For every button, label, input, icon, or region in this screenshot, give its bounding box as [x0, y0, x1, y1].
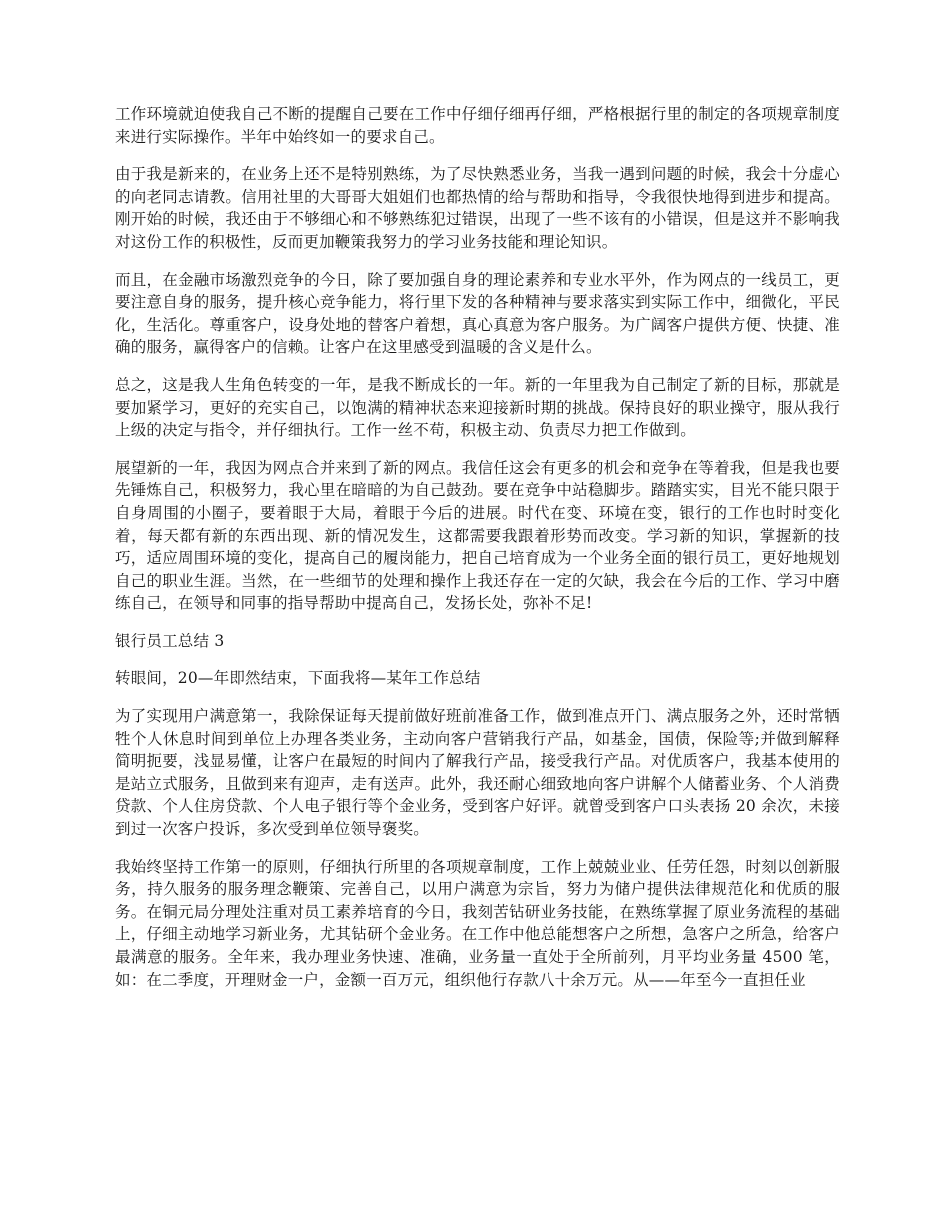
- paragraph-learning-business: 由于我是新来的，在业务上还不是特别熟练，为了尽快熟悉业务，当我一遇到问题的时候，我会十分虚心的向老同志请教。信用社里的大哥哥大姐姐们也都热情的给与帮助和指导，令我很快地得到进步和提高。刚开始的时候，我还由于不够细心和不够熟练犯过错误，出现了一些不该有的小错误，但是这并不影响我对这份工作的积极性，反而更加鞭策我努力的学习业务技能和理论知识。: [115, 165, 840, 251]
- paragraph-customer-service: 而且，在金融市场激烈竞争的今日，除了要加强自身的理论素养和专业水平外，作为网点的一线员工，更要注意自身的服务，提升核心竞争能力，将行里下发的各种精神与要求落实到实际工作中，细微化，平民化，生活化。尊重客户，设身处地的替客户着想，真心真意为客户服务。为广阔客户提供方便、快捷、准确的服务，赢得客户的信赖。让客户在这里感受到温暖的含义是什么。: [115, 270, 840, 357]
- paragraph-outlook: 展望新的一年，我因为网点合并来到了新的网点。我信任这会有更多的机会和竞争在等着我，但是我也要先锤炼自己，积极努力，我心里在暗暗的为自己鼓劲。要在竞争中站稳脚步。踏踏实实，目光不能只限于自身周围的小圈子，要着眼于大局，着眼于今后的进展。时代在变、环境在变，银行的工作也时时变化着，每天都有新的东西出现、新的情况发生，这都需要我跟着形势而改变。学习新的知识，掌握新的技巧，适应周围环境的变化，提高自己的履岗能力，把自己培育成为一个业务全面的银行员工，更好地规划自己的职业生涯。当然，在一些细节的处理和操作上我还存在一定的欠缺，我会在今后的工作、学习中磨练自己，在领导和同事的指导帮助中提高自己，发扬长处，弥补不足!: [115, 458, 840, 613]
- paragraph-work-environment: 工作环境就迫使我自己不断的提醒自己要在工作中仔细仔细再仔细，严格根据行里的制定的各项规章制度来进行实际操作。半年中始终如一的要求自己。: [115, 105, 840, 146]
- document-body: [115, 103, 840, 1006]
- paragraph-summary: 总之，这是我人生角色转变的一年，是我不断成长的一年。新的一年里我为自己制定了新的目标，那就是要加紧学习，更好的充实自己，以饱满的精神状态来迎接新时期的挑战。保持良好的职业操守，服从我行上级的决定与指令，并仔细执行。工作一丝不苟，积极主动、负责尽力把工作做到。: [115, 375, 840, 440]
- paragraph-work-principle: 我始终坚持工作第一的原则，仔细执行所里的各项规章制度，工作上兢兢业业、任劳任怨，时刻以创新服务，持久服务的服务理念鞭策、完善自己，以用户满意为宗旨，努力为储户提供法律规范化和优质的服务。在铜元局分理处注重对员工素养培育的今日，我刻苦钻研业务技能，在熟练掌握了原业务流程的基础上，仔细主动地学习新业务，尤其钻研个金业务。在工作中他总能想客户之所想，急客户之所急，给客户最满意的服务。全年来，我办理业务快速、准确，业务量一直处于全所前列，月平均业务量 4500 笔，如：在二季度，开理财金一户，金额一百万元，组织他行存款八十余万元。从——年至今一直担任业: [115, 857, 840, 989]
- paragraph-intro: 转眼间，20—年即然结束，下面我将—某年工作总结: [115, 669, 481, 688]
- paragraph-customer-satisfaction: 为了实现用户满意第一，我除保证每天提前做好班前准备工作，做到准点开门、满点服务之外，还时常牺牲个人休息时间到单位上办理各类业务，主动向客户营销我行产品，如基金，国债，保险等;并做到解释简明扼要，浅显易懂，让客户在最短的时间内了解我行产品，接受我行产品。对优质客户，我基本使用的是站立式服务，且做到来有迎声，走有送声。此外，我还耐心细致地向客户讲解个人储蓄业务、个人消费贷款、个人住房贷款、个人电子银行等个金业务，受到客户好评。就曾受到客户口头表扬 20 余次，未接到过一次客户投诉，多次受到单位领导褒奖。: [115, 707, 840, 839]
- section-heading: 银行员工总结 3: [115, 631, 225, 650]
